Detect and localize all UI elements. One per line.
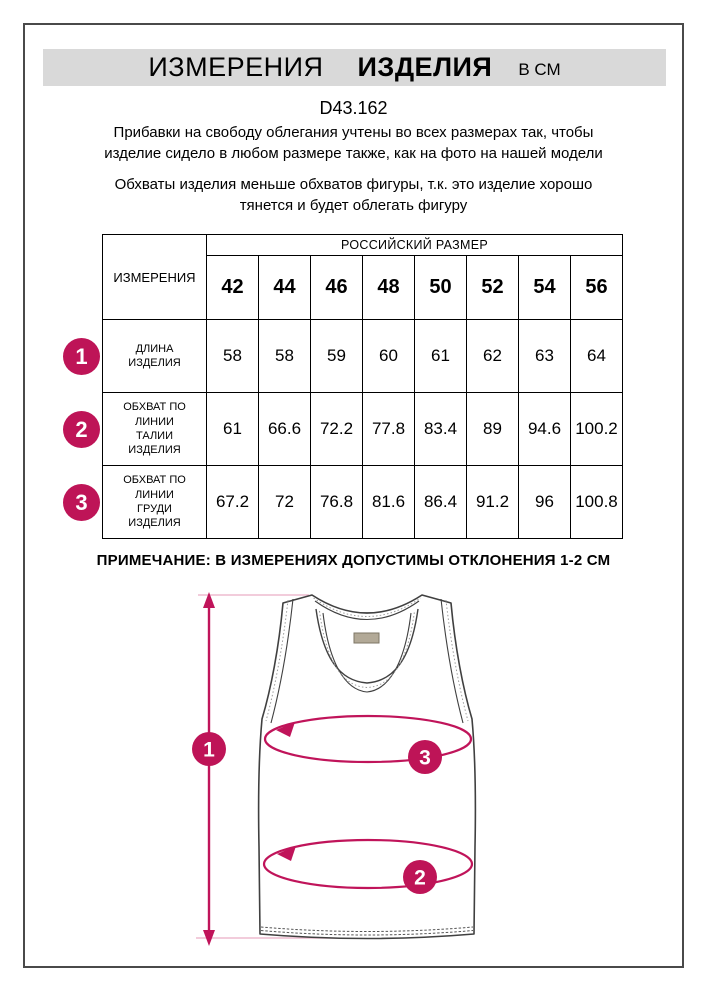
diagram-badge-2-icon bbox=[403, 860, 437, 894]
title-bar bbox=[43, 49, 666, 86]
table-cell: 58 bbox=[207, 320, 259, 393]
row-label: ОБХВАТ ПО ЛИНИИ ГРУДИ ИЗДЕЛИЯ bbox=[103, 466, 207, 539]
diagram-badge-3-icon bbox=[408, 740, 442, 774]
table-cell: 59 bbox=[311, 320, 363, 393]
size-header: 44 bbox=[259, 256, 311, 320]
table-cell: 66.6 bbox=[259, 393, 311, 466]
table-row-length bbox=[103, 320, 623, 393]
garment-diagram bbox=[182, 587, 512, 967]
size-header: 50 bbox=[415, 256, 467, 320]
table-cell: 64 bbox=[571, 320, 623, 393]
size-header: 46 bbox=[311, 256, 363, 320]
measure-1-badge-icon: 1 bbox=[63, 338, 100, 375]
table-cell: 96 bbox=[519, 466, 571, 539]
measure-3-badge-icon: 3 bbox=[63, 484, 100, 521]
size-table bbox=[102, 234, 623, 539]
row-label: ДЛИНА ИЗДЕЛИЯ bbox=[103, 320, 207, 393]
table-row-waist bbox=[103, 393, 623, 466]
table-cell: 61 bbox=[207, 393, 259, 466]
tolerance-note: ПРИМЕЧАНИЕ: В ИЗМЕРЕНИЯХ ДОПУСТИМЫ ОТКЛОНЕНИЯ 1-2 СМ bbox=[96, 552, 611, 569]
title-unit-label: В СМ bbox=[518, 59, 561, 79]
measure-2-badge-icon: 2 bbox=[63, 411, 100, 448]
row-label: ОБХВАТ ПО ЛИНИИ ТАЛИИ ИЗДЕЛИЯ bbox=[103, 393, 207, 466]
care-tag-icon bbox=[354, 633, 379, 643]
table-cell: 60 bbox=[363, 320, 415, 393]
size-header: 42 bbox=[207, 256, 259, 320]
table-cell: 61 bbox=[415, 320, 467, 393]
product-code: D43.162 bbox=[319, 98, 388, 118]
svg-text:1: 1 bbox=[203, 738, 215, 762]
size-header: 56 bbox=[571, 256, 623, 320]
page-title: ИЗМЕРЕНИЯ bbox=[148, 52, 324, 82]
size-system-header: РОССИЙСКИЙ РАЗМЕР bbox=[207, 235, 623, 256]
table-row-chest bbox=[103, 466, 623, 539]
intro-text bbox=[25, 123, 682, 228]
table-cell: 100.8 bbox=[571, 466, 623, 539]
size-header: 54 bbox=[519, 256, 571, 320]
svg-text:2: 2 bbox=[414, 866, 426, 890]
table-cell: 76.8 bbox=[311, 466, 363, 539]
intro-paragraph-fit: Прибавки на свободу облегания учтены во всех размерах так, чтобы изделие сидело в любом размере также, как на фото на нашей модели bbox=[104, 124, 603, 162]
table-cell: 67.2 bbox=[207, 466, 259, 539]
svg-text:3: 3 bbox=[419, 746, 431, 770]
table-cell: 81.6 bbox=[363, 466, 415, 539]
table-cell: 83.4 bbox=[415, 393, 467, 466]
table-cell: 72 bbox=[259, 466, 311, 539]
length-arrow-icon bbox=[203, 592, 215, 946]
spec-sheet-page bbox=[23, 23, 684, 968]
table-cell: 86.4 bbox=[415, 466, 467, 539]
table-cell: 94.6 bbox=[519, 393, 571, 466]
table-cell: 100.2 bbox=[571, 393, 623, 466]
diagram-badge-1-icon bbox=[192, 732, 226, 766]
size-header: 48 bbox=[363, 256, 415, 320]
table-cell: 72.2 bbox=[311, 393, 363, 466]
intro-paragraph-stretch: Обхваты изделия меньше обхватов фигуры, т.к. это изделие хорошо тянется и будет облегать фигуру bbox=[114, 176, 593, 215]
table-cell: 63 bbox=[519, 320, 571, 393]
table-cell: 58 bbox=[259, 320, 311, 393]
page-title-bold: ИЗДЕЛИЯ bbox=[357, 52, 493, 82]
table-corner-label: ИЗМЕРЕНИЯ bbox=[103, 235, 207, 320]
table-cell: 77.8 bbox=[363, 393, 415, 466]
size-header: 52 bbox=[467, 256, 519, 320]
table-cell: 62 bbox=[467, 320, 519, 393]
table-cell: 91.2 bbox=[467, 466, 519, 539]
table-cell: 89 bbox=[467, 393, 519, 466]
